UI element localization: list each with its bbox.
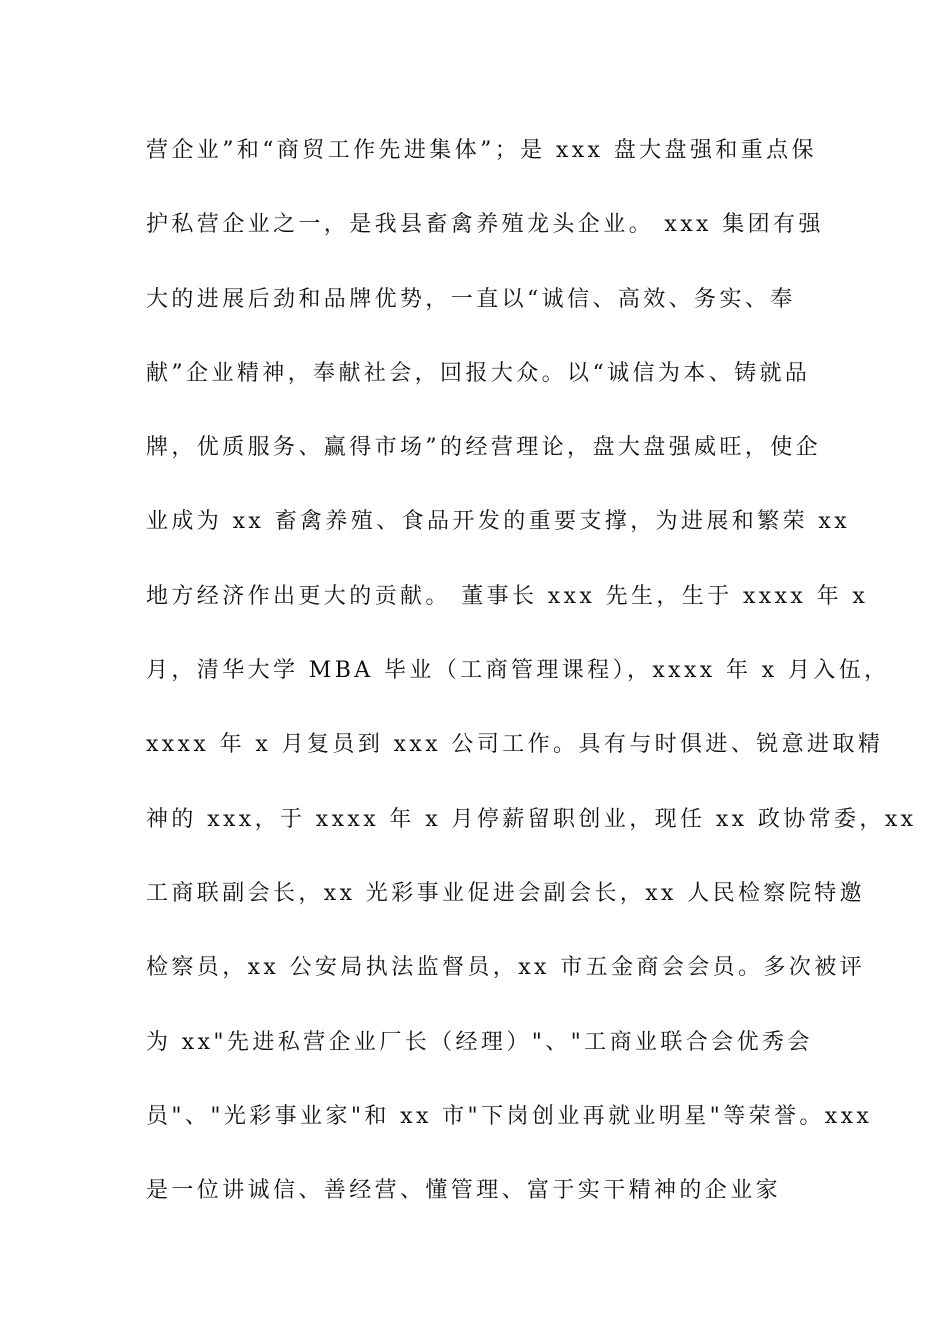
text-line: 月，清华大学 MBA 毕业（工商管理课程），xxxx 年 x 月入伍，: [146, 658, 890, 684]
text-line: 员"、"光彩事业家"和 xx 市"下岗创业再就业明星"等荣誉。xxx: [146, 1103, 873, 1129]
text-line: 是一位讲诚信、善经营、懂管理、富于实干精神的企业家: [146, 1178, 782, 1204]
text-line: 工商联副会长，xx 光彩事业促进会副会长，xx 人民检察院特邀: [146, 880, 866, 906]
text-line: 地方经济作出更大的贡献。 董事长 xxx 先生，生于 xxxx 年 x: [146, 583, 869, 609]
text-line: 献”企业精神，奉献社会，回报大众。以“诚信为本、铸就品: [146, 360, 811, 386]
text-line: 营企业”和“商贸工作先进集体”；是 xxx 盘大盘强和重点保: [146, 138, 817, 163]
text-line: 大的进展后劲和品牌优势，一直以“诚信、高效、务实、奉: [146, 286, 796, 312]
text-line: xxxx 年 x 月复员到 xxx 公司工作。具有与时俱进、锐意进取精: [146, 732, 884, 758]
text-line: 神的 xxx，于 xxxx 年 x 月停薪留职创业，现任 xx 政协常委，xx: [146, 806, 917, 832]
text-line: 护私营企业之一，是我县畜禽养殖龙头企业。 xxx 集团有强: [146, 212, 824, 238]
text-line: 业成为 xx 畜禽养殖、食品开发的重要支撑，为进展和繁荣 xx: [146, 509, 851, 535]
body-paragraph: [146, 131, 917, 1245]
text-line: 检察员，xx 公安局执法监督员，xx 市五金商会会员。多次被评: [146, 955, 866, 981]
text-line: 牌，优质服务、赢得市场”的经营理论，盘大盘强威旺，使企: [146, 435, 822, 461]
text-line: 为 xx"先进私营企业厂长（经理）"、"工商业联合会优秀会: [146, 1029, 813, 1055]
